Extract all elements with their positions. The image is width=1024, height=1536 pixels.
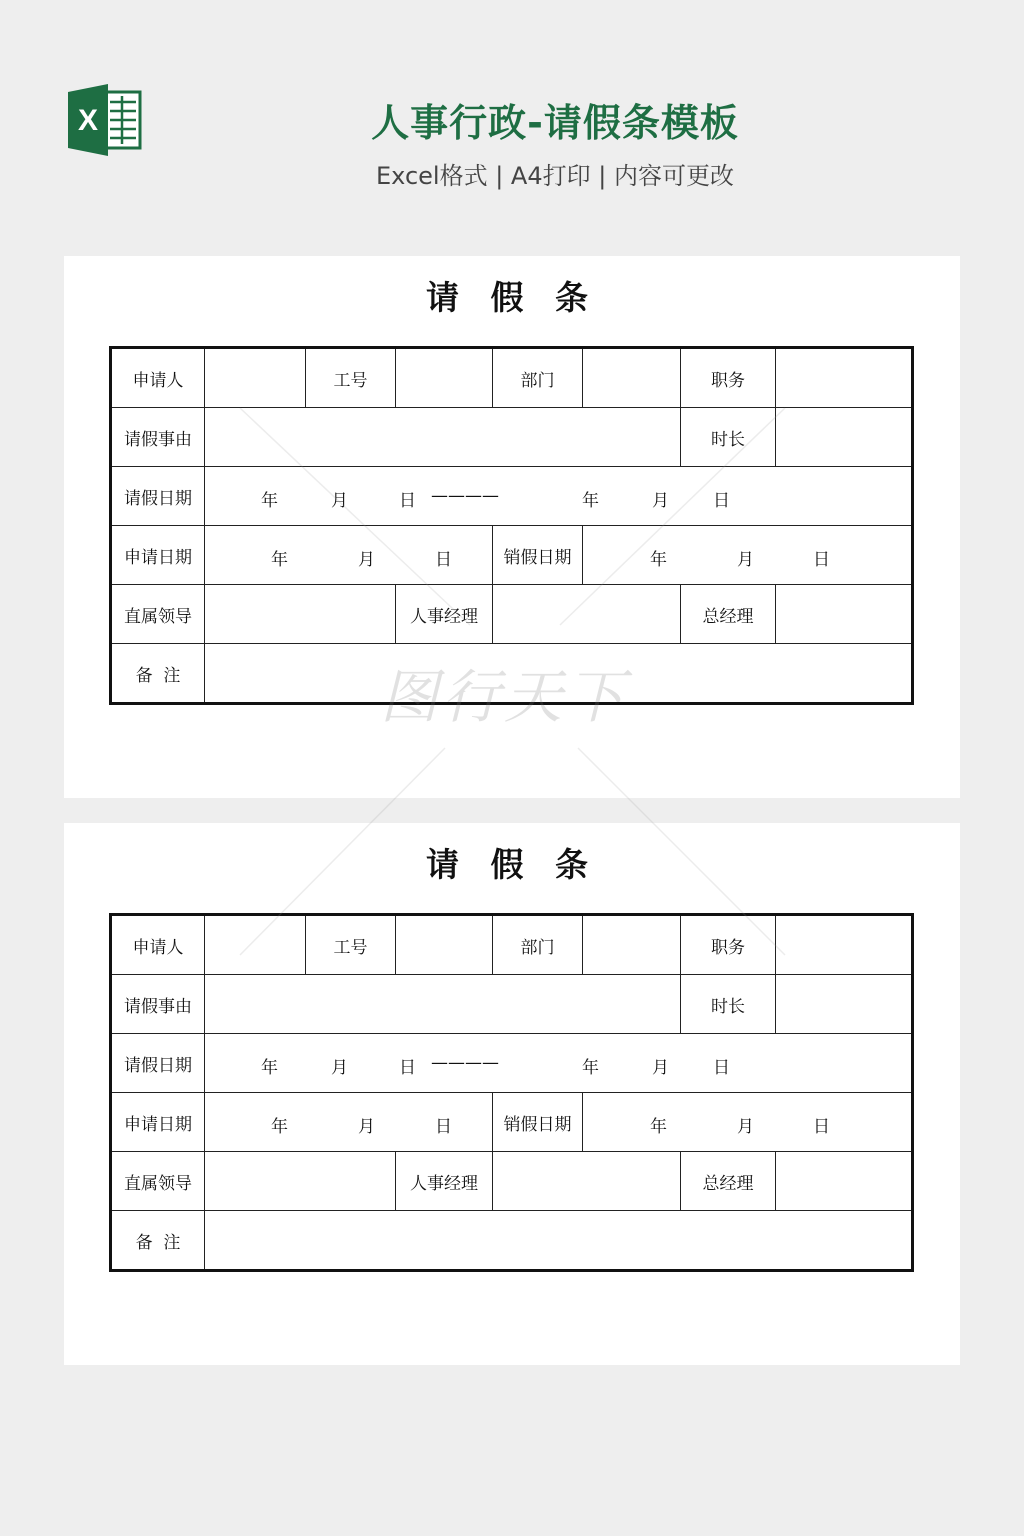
department-label: 部门 [493,915,583,975]
department-label: 部门 [493,348,583,408]
leave-form-table [109,913,914,1272]
form-title: 请 假 条 [426,278,598,317]
applicant-field[interactable] [205,348,306,408]
page-title: 人事行政-请假条模板 [371,101,739,145]
hr-manager-label: 人事经理 [396,1152,493,1211]
duration-label: 时长 [681,975,776,1034]
supervisor-label: 直属领导 [111,1152,205,1211]
reason-field[interactable] [205,408,681,467]
return-date-field[interactable] [583,526,913,585]
start-month-unit: 月 [331,1058,348,1078]
apply-month-unit: 月 [358,550,375,570]
start-day-unit: 日 [399,1058,416,1078]
employee-id-field[interactable] [396,915,493,975]
remarks-label: 备 注 [111,644,205,704]
page-subtitle: Excel格式 | A4打印 | 内容可更改 [376,162,734,190]
table-row [111,975,913,1034]
end-year-unit: 年 [582,1058,599,1078]
table-row [111,585,913,644]
table-row [111,915,913,975]
gm-field[interactable] [776,585,913,644]
employee-id-label: 工号 [306,348,396,408]
reason-label: 请假事由 [111,975,205,1034]
return-date-field[interactable] [583,1093,913,1152]
position-label: 职务 [681,915,776,975]
employee-id-label: 工号 [306,915,396,975]
apply-day-unit: 日 [435,1117,452,1137]
supervisor-field[interactable] [205,585,396,644]
table-row [111,526,913,585]
return-day-unit: 日 [813,1117,830,1137]
supervisor-label: 直属领导 [111,585,205,644]
position-label: 职务 [681,348,776,408]
end-year-unit: 年 [582,491,599,511]
hr-manager-field[interactable] [493,585,681,644]
table-row [111,1093,913,1152]
remarks-field[interactable] [205,1211,913,1271]
gm-field[interactable] [776,1152,913,1211]
end-day-unit: 日 [713,1058,730,1078]
excel-icon-letter: X [77,104,99,137]
apply-day-unit: 日 [435,550,452,570]
return-month-unit: 月 [737,550,754,570]
gm-label: 总经理 [681,1152,776,1211]
leave-dates-label: 请假日期 [111,1034,205,1093]
leave-form-table [109,346,914,705]
supervisor-field[interactable] [205,1152,396,1211]
return-date-label: 销假日期 [493,526,583,585]
table-row [111,467,913,526]
applicant-label: 申请人 [111,915,205,975]
position-field[interactable] [776,348,913,408]
duration-field[interactable] [776,408,913,467]
start-year-unit: 年 [261,1058,278,1078]
start-day-unit: 日 [399,491,416,511]
remarks-label: 备 注 [111,1211,205,1271]
date-range-dash: ———— [431,1053,499,1073]
date-range-dash: ———— [431,486,499,506]
table-row [111,348,913,408]
leave-dates-label: 请假日期 [111,467,205,526]
leave-form-card-2 [64,823,960,1365]
reason-label: 请假事由 [111,408,205,467]
table-row [111,1152,913,1211]
applicant-label: 申请人 [111,348,205,408]
end-month-unit: 月 [652,491,669,511]
form-title: 请 假 条 [426,845,598,884]
employee-id-field[interactable] [396,348,493,408]
leave-dates-field[interactable] [205,467,913,526]
hr-manager-field[interactable] [493,1152,681,1211]
apply-date-label: 申请日期 [111,1093,205,1152]
position-field[interactable] [776,915,913,975]
return-day-unit: 日 [813,550,830,570]
apply-date-field[interactable] [205,1093,493,1152]
table-row [111,1211,913,1271]
gm-label: 总经理 [681,585,776,644]
apply-date-label: 申请日期 [111,526,205,585]
reason-field[interactable] [205,975,681,1034]
return-date-label: 销假日期 [493,1093,583,1152]
table-row [111,644,913,704]
return-year-unit: 年 [650,550,667,570]
start-year-unit: 年 [261,491,278,511]
remarks-field[interactable] [205,644,913,704]
applicant-field[interactable] [205,915,306,975]
start-month-unit: 月 [331,491,348,511]
end-month-unit: 月 [652,1058,669,1078]
duration-field[interactable] [776,975,913,1034]
department-field[interactable] [583,915,681,975]
duration-label: 时长 [681,408,776,467]
department-field[interactable] [583,348,681,408]
hr-manager-label: 人事经理 [396,585,493,644]
leave-form-card-1 [64,256,960,798]
end-day-unit: 日 [713,491,730,511]
return-year-unit: 年 [650,1117,667,1137]
return-month-unit: 月 [737,1117,754,1137]
apply-year-unit: 年 [271,550,288,570]
apply-year-unit: 年 [271,1117,288,1137]
watermark-text: 图行天下 [380,663,629,731]
apply-date-field[interactable] [205,526,493,585]
table-row [111,408,913,467]
excel-icon [66,84,142,156]
page-header [0,0,1024,240]
apply-month-unit: 月 [358,1117,375,1137]
leave-dates-field[interactable] [205,1034,913,1093]
table-row [111,1034,913,1093]
